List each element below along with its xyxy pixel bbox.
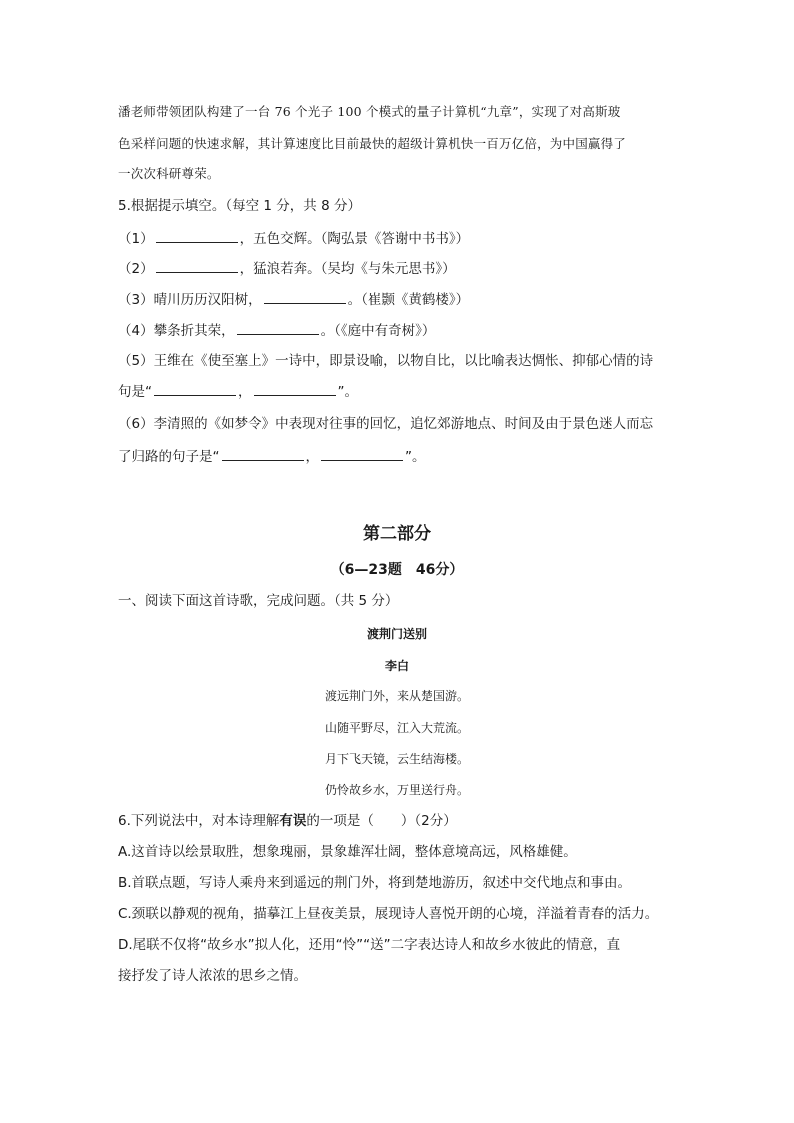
q5-item-5-blank-2[interactable] <box>254 381 336 396</box>
part2-title: 第二部分 <box>363 524 431 544</box>
q5-item-1 <box>118 228 678 249</box>
q5-item-6-suffix: ”。 <box>405 449 426 465</box>
intro-line-3: 一次次科研尊荣。 <box>118 166 220 181</box>
q5-item-2 <box>118 258 678 279</box>
q6-option-d-line-1[interactable]: D.尾联不仅将“故乡水”拟人化，还用“怜”“送”二字表达诗人和故乡水彼此的情意，直 <box>118 937 621 953</box>
q5-item-2-num: （2） <box>118 261 154 277</box>
q6-stem-emphasis: 有误 <box>279 813 307 829</box>
q5-item-4-num: （4） <box>118 323 154 339</box>
q5-item-4-before: 攀条折其荣， <box>153 323 235 339</box>
q5-item-5-sep: ， <box>238 384 252 400</box>
part2-subtitle: （6—23题 46分） <box>330 562 464 578</box>
q5-item-5-line-2 <box>118 381 678 402</box>
q5-heading: 5.根据提示填空。（每空 1 分，共 8 分） <box>118 198 361 214</box>
poem-line-3: 月下飞天镜，云生结海楼。 <box>324 752 469 766</box>
q5-item-3 <box>118 289 678 310</box>
q5-item-3-before: 晴川历历汉阳树， <box>153 292 262 308</box>
poem-line-4: 仍怜故乡水，万里送行舟。 <box>324 783 469 797</box>
q5-item-6-sep: ， <box>305 449 319 465</box>
q5-item-5-suffix: ”。 <box>337 384 358 400</box>
q6-stem <box>118 811 678 831</box>
q5-item-5-line-1: （5）王维在《使至塞上》一诗中，即景设喻，以物自比，以比喻表达惆怅、抑郁心情的诗 <box>118 353 654 369</box>
q5-item-1-after: ，五色交辉。（陶弘景《答谢中书书》） <box>239 231 470 247</box>
q6-option-b[interactable]: B.首联点题，写诗人乘舟来到遥远的荆门外，将到楚地游历，叙述中交代地点和事由。 <box>118 875 632 891</box>
q5-item-6-blank-1[interactable] <box>222 446 304 461</box>
q5-item-3-blank[interactable] <box>264 289 346 304</box>
q6-option-a[interactable]: A.这首诗以绘景取胜，想象瑰丽，景象雄浑壮阔，整体意境高远，风格雄健。 <box>118 844 577 860</box>
q5-item-4-blank[interactable] <box>237 320 319 335</box>
q5-item-3-after: 。（崔颢《黄鹤楼》） <box>347 292 470 308</box>
q5-item-2-blank[interactable] <box>156 258 238 273</box>
q5-item-5-blank-1[interactable] <box>154 381 236 396</box>
q5-item-3-num: （3） <box>118 292 154 308</box>
q5-item-6-blank-2[interactable] <box>321 446 403 461</box>
poem-line-2: 山随平野尽，江入大荒流。 <box>324 721 469 735</box>
q6-stem-post: 的一项是（ ）（2分） <box>306 813 457 829</box>
q5-item-6-line-1: （6）李清照的《如梦令》中表现对往事的回忆，追忆郊游地点、时间及由于景色迷人而忘 <box>118 416 654 432</box>
section1-heading: 一、阅读下面这首诗歌，完成问题。（共 5 分） <box>118 593 399 609</box>
q6-option-c[interactable]: C.颈联以静观的视角，描摹江上昼夜美景，展现诗人喜悦开朗的心境，洋溢着青春的活力。 <box>118 906 659 922</box>
q5-item-4 <box>118 320 678 341</box>
q6-stem-pre: 6.下列说法中，对本诗理解 <box>118 813 280 829</box>
q6-option-d-line-2[interactable]: 接抒发了诗人浓浓的思乡之情。 <box>118 968 307 984</box>
intro-line-2: 色采样问题的快速求解，其计算速度比目前最快的超级计算机快一百万亿倍，为中国赢得了 <box>118 136 627 151</box>
q5-item-1-blank[interactable] <box>156 228 238 243</box>
q5-item-4-after: 。（《庭中有奇树》） <box>320 323 436 339</box>
q5-item-6-prefix: 了归路的句子是“ <box>118 449 220 465</box>
q5-item-1-num: （1） <box>118 231 154 247</box>
q5-item-2-after: ，猛浪若奔。（吴均《与朱元思书》） <box>239 261 456 277</box>
poem-line-1: 渡远荆门外，来从楚国游。 <box>324 689 469 703</box>
q5-item-5-prefix: 句是“ <box>118 384 152 400</box>
poem-title: 渡荆门送别 <box>366 627 427 641</box>
q5-item-6-line-2 <box>118 446 678 467</box>
intro-line-1: 潘老师带领团队构建了一台 76 个光子 100 个模式的量子计算机“九章”，实现了对高斯玻 <box>118 104 621 119</box>
poem-author: 李白 <box>384 659 409 673</box>
